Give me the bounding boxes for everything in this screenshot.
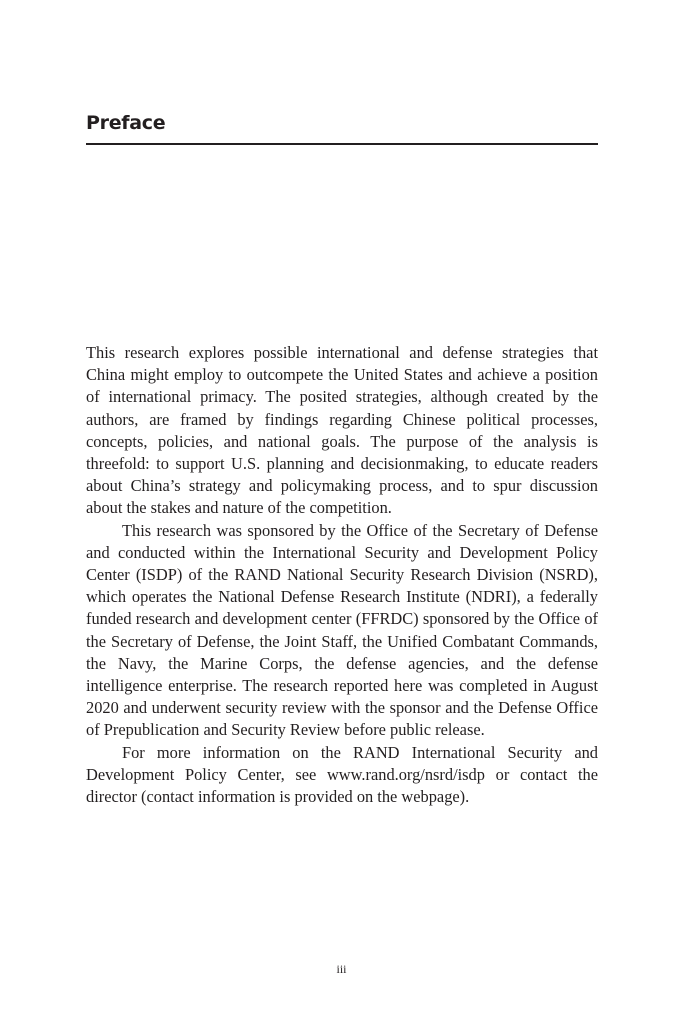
paragraph-sponsorship: This research was sponsored by the Office of the Secretary of Defense and conducted within the International Security and Development Policy Center (ISDP) of the RAND National Security Research Division (NSRD), which operates the National Defense Research Institute (NDRI), a federally funded research and development center (FFRDC) sponsored by the Office of the Secretary of Defense, the Joint Staff, the Unified Combatant Commands, the Navy, the Marine Corps, the defense agencies, and the defense intelligence enterprise. The research reported here was completed in August 2020 and underwent security review with the sponsor and the Defense Office of Prepublication and Security Review before public release. [86, 520, 598, 740]
page-number: iii [336, 962, 347, 976]
paragraph-intro: This research explores possible international and defense strategies that China might employ to outcompete the United States and achieve a position of international primacy. The posited strategies, although created by the authors, are framed by findings regarding Chinese political processes, concepts, policies, and national goals. The purpose of the analysis is threefold: to support U.S. planning and decisionmaking, to educate readers about China’s strategy and policymaking process, and to spur discussion about the stakes and nature of the competition. [86, 343, 598, 518]
page-title: Preface [86, 112, 166, 134]
preface-body [86, 342, 598, 808]
title-rule [86, 143, 598, 145]
paragraph-contact: For more information on the RAND International Security and Development Policy Center, see www.rand.org/nsrd/isdp or contact the director (contact information is provided on the webpage). [86, 742, 598, 807]
